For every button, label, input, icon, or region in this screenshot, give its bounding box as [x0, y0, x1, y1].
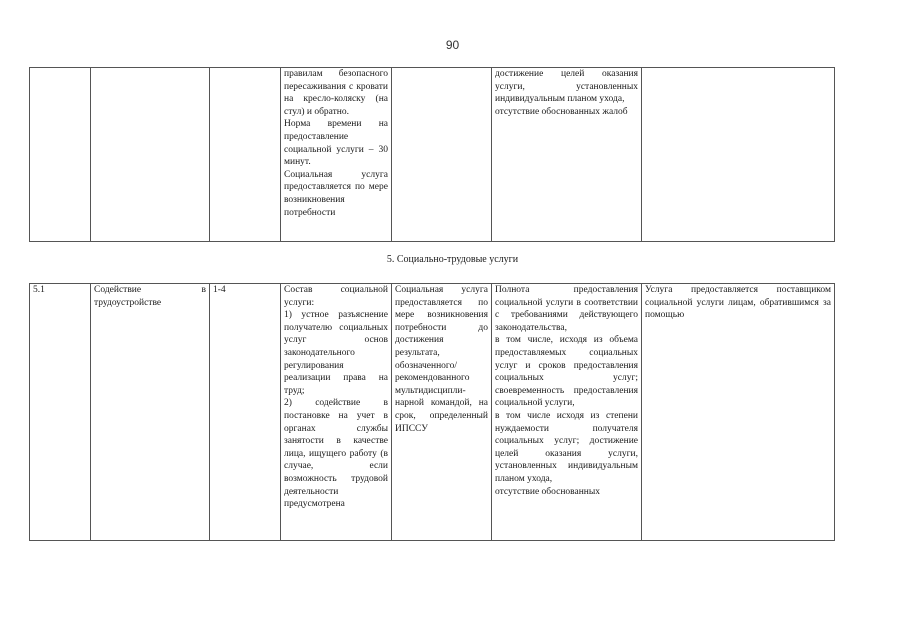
cell-quality-indicators — [492, 284, 642, 541]
cell-groups: 1-4 — [210, 284, 281, 541]
terms-text: Социальная услуга предоставляется по мере возникновения потребности до достижения результата, обозначенного/ рекомендованного мультидисципли-нарной командой, на срок, определенный ИПССУ — [395, 285, 488, 434]
table-row — [30, 284, 835, 541]
cell-service-name: Содействие в трудоустройстве — [91, 284, 210, 541]
quality-indicators-text: достижение целей оказания услуги, установленных индивидуальным планом ухода, отсутствие обоснованных жалоб — [495, 69, 638, 117]
cell-groups — [210, 68, 281, 242]
cell-number — [30, 68, 91, 242]
cell-service-content — [281, 68, 392, 242]
page-number: 90 — [445, 38, 460, 52]
cell-service-content — [281, 284, 392, 541]
quality-indicators-text: Полнота предоставления социальной услуги в соответствии с требованиями действующего законодательства, в том числе, исходя из объема предоставляемых социальных услуг и сроков предоставления социальных услуг; своевременность предоставления социальной услуги, в том числе исходя из степени нуждаемости получателя социальных услуг; достижение целей оказания услуги, установленных индивидуальным планом ухода, отсутствие обоснованных — [495, 285, 638, 497]
cell-terms — [392, 284, 492, 541]
section-title: 5. Социально-трудовые услуги — [386, 254, 519, 265]
cell-terms — [392, 68, 492, 242]
cell-conditions — [642, 284, 835, 541]
conditions-text: Услуга предоставляется поставщиком социальной услуги лицам, обратившимся за помощью — [645, 285, 831, 321]
cell-number: 5.1 — [30, 284, 91, 541]
services-table-top — [29, 67, 835, 242]
service-content-text: Состав социальной услуги: 1) устное разъяснение получателю социальных услуг основ законодательного регулирования реализации права на труд; 2) содействие в постановке на учет в органах службы занятости в качестве лица, ищущего работу (в случае, если возможность трудовой деятельности предусмотрена — [284, 285, 388, 510]
service-content-text: правилам безопасного пересаживания с кровати на кресло-коляску (на стул) и обратно. Норма времени на предоставление социальной услуги – 30 минут. Социальная услуга предоставляется по мере возникновения потребности — [284, 69, 388, 218]
cell-conditions — [642, 68, 835, 242]
table-row — [30, 68, 835, 242]
services-table-bottom — [29, 283, 835, 541]
cell-quality-indicators — [492, 68, 642, 242]
cell-service-name — [91, 68, 210, 242]
